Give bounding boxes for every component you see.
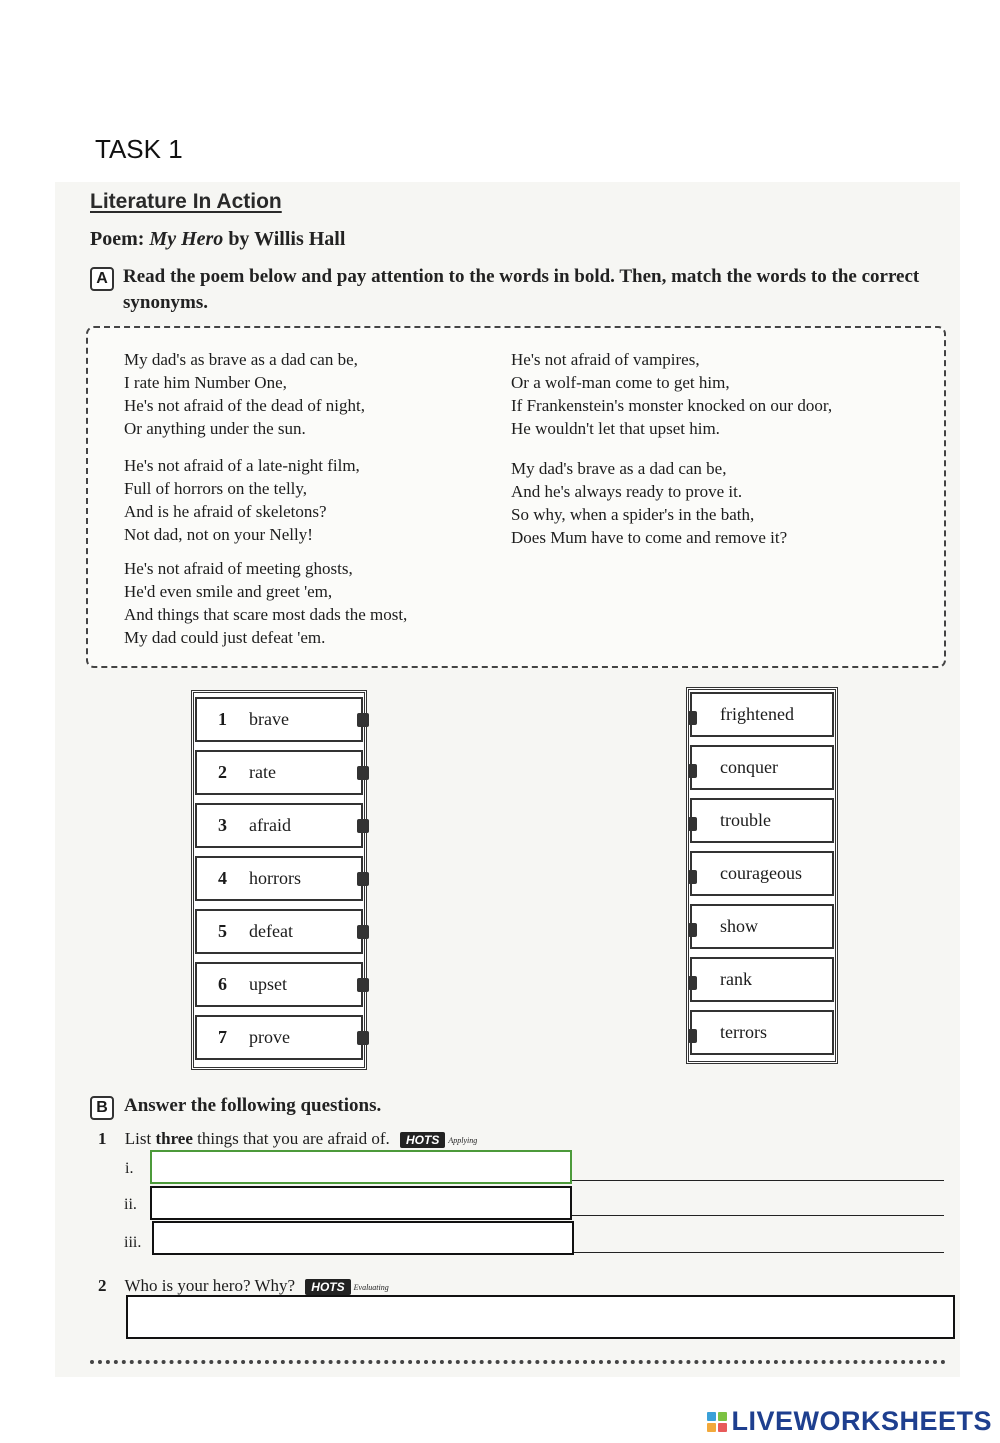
match-right-item[interactable]	[690, 904, 834, 949]
match-right-item[interactable]	[690, 798, 834, 843]
poem-line: And is he afraid of skeletons?	[124, 502, 327, 521]
poem-line: He's not afraid of a late-night film,	[124, 456, 360, 475]
match-number: 4	[218, 868, 227, 888]
answer-input-2[interactable]	[150, 1186, 572, 1220]
match-connector-dot[interactable]	[688, 870, 697, 884]
match-right-item[interactable]	[690, 851, 834, 896]
match-right-item[interactable]	[690, 1010, 834, 1055]
part-a-instruction	[123, 264, 919, 316]
match-connector-dot[interactable]	[357, 1031, 369, 1045]
match-word: horrors	[249, 868, 301, 888]
match-connector-dot[interactable]	[357, 925, 369, 939]
match-connector-dot[interactable]	[357, 819, 369, 833]
answer-label: ii.	[124, 1196, 137, 1213]
match-word: upset	[249, 974, 287, 994]
poem-title: My Hero	[149, 228, 224, 250]
part-a-instruction-line2: synonyms.	[123, 292, 208, 313]
match-connector-dot[interactable]	[357, 713, 369, 727]
match-connector-dot[interactable]	[688, 923, 697, 937]
match-left-item[interactable]	[195, 750, 363, 795]
hots-level: Applying	[448, 1135, 478, 1145]
task-title: TASK 1	[95, 134, 183, 164]
poem-line: My dad could just defeat 'em.	[124, 628, 326, 647]
poem-line: He's not afraid of meeting ghosts,	[124, 559, 353, 578]
poem-line: Not dad, not on your Nelly!	[124, 525, 313, 544]
match-word: brave	[249, 709, 289, 729]
question-text-before: List	[124, 1129, 152, 1148]
liveworksheets-brand[interactable]	[707, 1406, 992, 1437]
match-synonym: trouble	[720, 810, 771, 830]
hots-level: Evaluating	[353, 1282, 389, 1292]
hero-answer-input[interactable]	[126, 1295, 955, 1339]
match-synonym: conquer	[720, 757, 778, 777]
part-a-badge: A	[90, 267, 114, 291]
answer-rule	[572, 1180, 944, 1181]
liveworksheets-logo-icon	[707, 1412, 727, 1432]
poem-heading	[90, 228, 345, 251]
match-synonym: courageous	[720, 863, 802, 883]
part-b-instruction: Answer the following questions.	[124, 1095, 382, 1116]
match-connector-dot[interactable]	[688, 764, 697, 778]
question-text-bold: three	[155, 1129, 193, 1148]
poem-line: My dad's brave as a dad can be,	[511, 459, 727, 478]
logo-square	[707, 1423, 716, 1432]
match-left-item[interactable]	[195, 856, 363, 901]
poem-line: He's not afraid of vampires,	[511, 350, 700, 369]
match-connector-dot[interactable]	[688, 1029, 697, 1043]
part-a-instruction-line1: Read the poem below and pay attention to the words in bold. Then, match the words to the correct	[123, 266, 920, 287]
question-number: 2	[98, 1276, 107, 1295]
poem-line: He's not afraid of the dead of night,	[124, 396, 365, 415]
match-right-item[interactable]	[690, 745, 834, 790]
match-word: rate	[249, 762, 276, 782]
logo-square	[718, 1412, 727, 1421]
match-left-item[interactable]	[195, 803, 363, 848]
hots-badge: HOTS	[305, 1279, 350, 1295]
match-connector-dot[interactable]	[357, 978, 369, 992]
poem-line: Or anything under the sun.	[124, 419, 306, 438]
match-connector-dot[interactable]	[688, 711, 697, 725]
match-connector-dot[interactable]	[688, 817, 697, 831]
poem-heading-prefix: Poem:	[90, 228, 145, 250]
poem-line: So why, when a spider's in the bath,	[511, 505, 755, 524]
brand-name: LIVEWORKSHEETS	[731, 1406, 992, 1436]
poem-line: He'd even smile and greet 'em,	[124, 582, 333, 601]
section-title: Literature In Action	[90, 190, 282, 213]
poem-line: My dad's as brave as a dad can be,	[124, 350, 358, 369]
match-right-item[interactable]	[690, 957, 834, 1002]
match-number: 1	[218, 709, 227, 729]
poem-line: And he's always ready to prove it.	[511, 482, 743, 501]
poem-line: He wouldn't let that upset him.	[511, 419, 720, 438]
poem-stanza-left-3	[124, 557, 407, 649]
bottom-divider	[90, 1360, 946, 1364]
answer-input-3[interactable]	[152, 1221, 574, 1255]
question-text-after: things that you are afraid of.	[197, 1129, 390, 1148]
match-synonym: rank	[720, 969, 752, 989]
question-number: 1	[98, 1129, 107, 1148]
match-number: 6	[218, 974, 227, 994]
match-left-item[interactable]	[195, 697, 363, 742]
match-word: prove	[249, 1027, 290, 1047]
match-number: 5	[218, 921, 227, 941]
match-synonym: frightened	[720, 704, 794, 724]
poem-author: by Willis Hall	[228, 228, 346, 250]
poem-line: And things that scare most dads the most,	[124, 605, 408, 624]
match-word: afraid	[249, 815, 291, 835]
answer-label: iii.	[124, 1234, 142, 1251]
question-text: Who is your hero? Why?	[124, 1276, 296, 1295]
poem-stanza-left-1	[124, 348, 365, 440]
match-right-item[interactable]	[690, 692, 834, 737]
match-connector-dot[interactable]	[688, 976, 697, 990]
match-number: 7	[218, 1027, 227, 1047]
poem-stanza-left-2	[124, 454, 360, 546]
answer-label: i.	[125, 1160, 134, 1177]
answer-rule	[574, 1252, 944, 1253]
answer-rule	[572, 1215, 944, 1216]
poem-line: If Frankenstein's monster knocked on our door,	[511, 396, 833, 415]
match-synonym: terrors	[720, 1022, 767, 1042]
part-b-badge: B	[90, 1096, 114, 1120]
logo-square	[718, 1423, 727, 1432]
match-left-item[interactable]	[195, 962, 363, 1007]
question-1	[98, 1129, 477, 1149]
match-number: 3	[218, 815, 227, 835]
question-2	[98, 1276, 389, 1296]
match-word: defeat	[249, 921, 293, 941]
poem-stanza-right-1	[511, 348, 832, 440]
poem-line: Full of horrors on the telly,	[124, 479, 308, 498]
poem-stanza-right-2	[511, 457, 787, 549]
logo-square	[707, 1412, 716, 1421]
poem-line: I rate him Number One,	[124, 373, 287, 392]
match-left-item[interactable]	[195, 1015, 363, 1060]
match-left-item[interactable]	[195, 909, 363, 954]
poem-line: Or a wolf-man come to get him,	[511, 373, 730, 392]
poem-line: Does Mum have to come and remove it?	[511, 528, 788, 547]
match-number: 2	[218, 762, 227, 782]
match-connector-dot[interactable]	[357, 872, 369, 886]
match-synonym: show	[720, 916, 759, 936]
answer-input-1[interactable]	[150, 1150, 572, 1184]
hots-badge: HOTS	[400, 1132, 445, 1148]
match-connector-dot[interactable]	[357, 766, 369, 780]
